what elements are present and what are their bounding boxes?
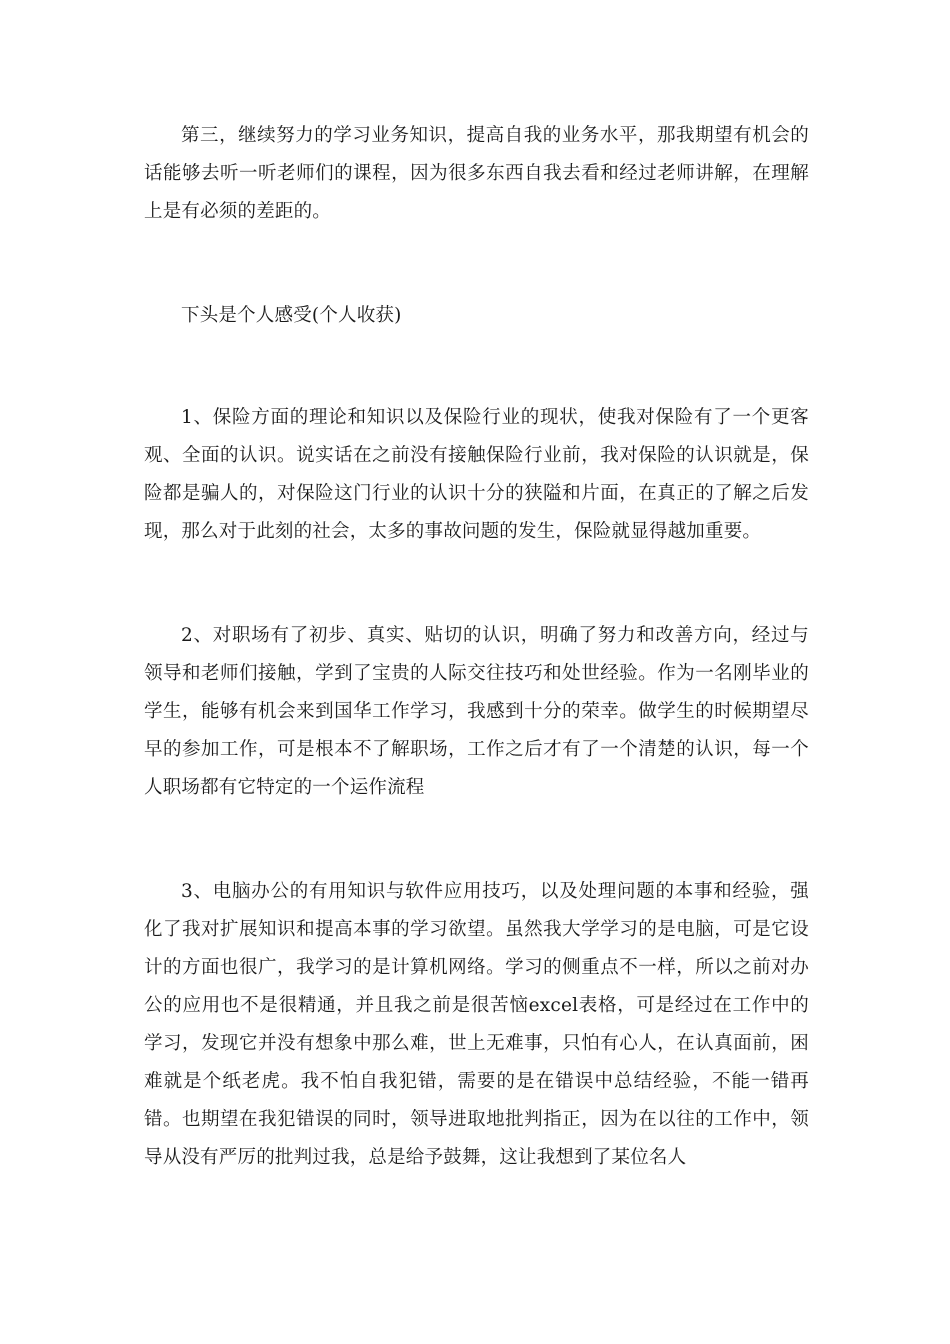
paragraph-insurance-knowledge: 1、保险方面的理论和知识以及保险行业的现状，使我对保险有了一个更客观、全面的认识。说实话在之前没有接触保险行业前，我对保险的认识就是，保险都是骗人的，对保险这门行业的认识十分的狭隘和片面，在真正的了解之后发现，那么对于此刻的社会，太多的事故问题的发生，保险就显得越加重要。 <box>144 407 809 542</box>
paragraph-workplace-understanding: 2、对职场有了初步、真实、贴切的认识，明确了努力和改善方向，经过与领导和老师们接触，学到了宝贵的人际交往技巧和处世经验。作为一名刚毕业的学生，能够有机会来到国华工作学习，我感到十分的荣幸。做学生的时候期望尽早的参加工作，可是根本不了解职场，工作之后才有了一个清楚的认识，每一个人职场都有它特定的一个运作流程 <box>144 625 809 798</box>
paragraph-office-computer-skills: 3、电脑办公的有用知识与软件应用技巧，以及处理问题的本事和经验，强化了我对扩展知识和提高本事的学习欲望。虽然我大学学习的是电脑，可是它设计的方面也很广，我学习的是计算机网络。学习的侧重点不一样，所以之前对办公的应用也不是很精通，并且我之前是很苦恼excel表格，可是经过在工作中的学习，发现它并没有想象中那么难，世上无难事，只怕有心人，在认真面前，困难就是个纸老虎。我不怕自我犯错，需要的是在错误中总结经验，不能一错再错。也期望在我犯错误的同时，领导进取地批判指正，因为在以往的工作中，领导从没有严厉的批判过我，总是给予鼓舞，这让我想到了某位名人 <box>144 881 809 1168</box>
paragraph-study-business-knowledge: 第三，继续努力的学习业务知识，提高自我的业务水平，那我期望有机会的话能够去听一听老师们的课程，因为很多东西自我去看和经过老师讲解，在理解上是有必须的差距的。 <box>144 125 809 222</box>
section-heading-personal-gains: 下头是个人感受(个人收获) <box>181 305 402 326</box>
